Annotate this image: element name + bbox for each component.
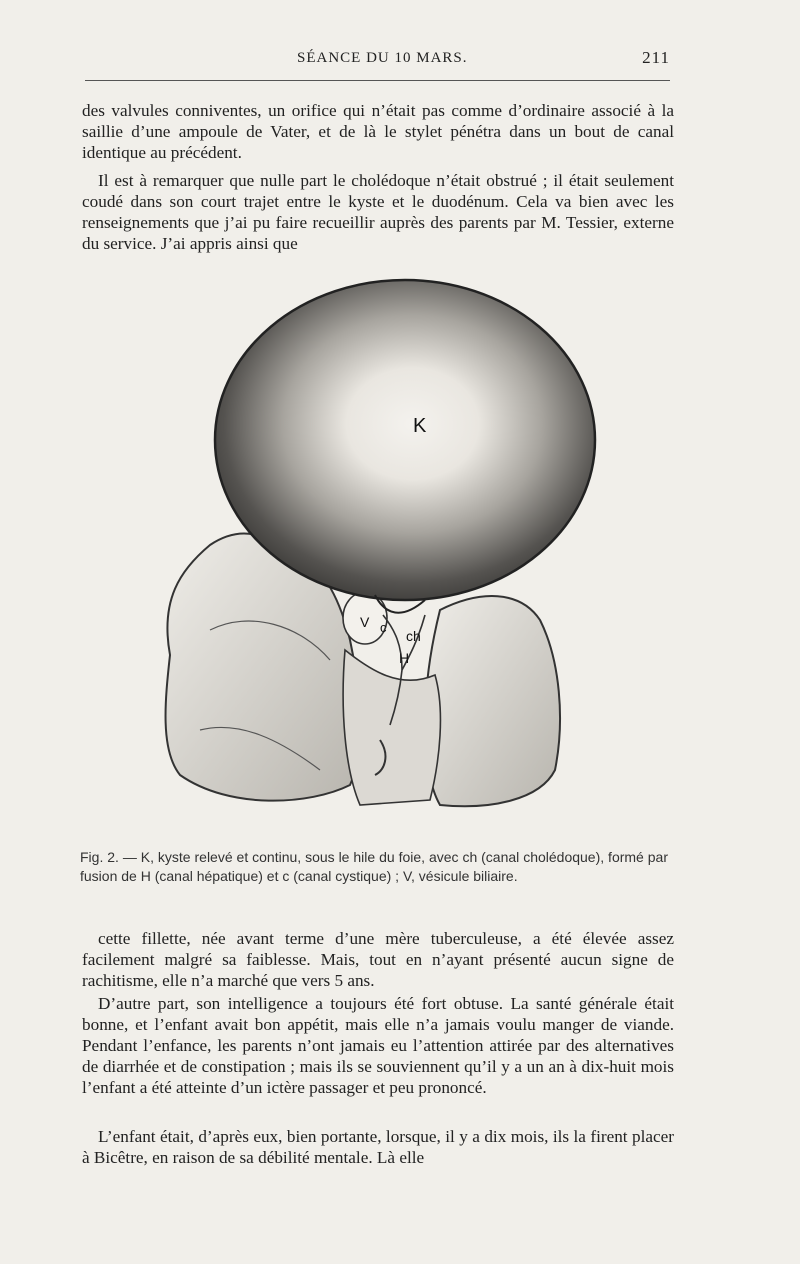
figure-label-c: c (380, 620, 387, 635)
cyst (215, 280, 595, 600)
paragraph-2: Il est à remarquer que nulle part le cholédoque n’était obstrué ; il était seulement coudé dans son court trajet entre le kyste et le duodénum. Cela va bien avec les renseignements que j’ai pu faire recueillir auprès des parents par M. Tessier, externe du service. J’ai appris ainsi que (82, 171, 674, 253)
paragraph-5: L’enfant était, d’après eux, bien portante, lorsque, il y a dix mois, ils la firent placer à Bicêtre, en raison de sa débilité mentale. Là elle (82, 1127, 674, 1167)
paragraph-1: des valvules conniventes, un orifice qui n’était pas comme d’ordinaire associé à la saillie d’une ampoule de Vater, et de là le stylet pénétra dans un bout de canal identique au précédent. (82, 101, 674, 162)
liver-right-lobe (425, 596, 560, 806)
running-header (82, 48, 674, 74)
figure-label-v: V (360, 614, 370, 630)
paragraph-4: D’autre part, son intelligence a toujours été fort obtuse. La santé générale était bonne, et l’enfant avait bon appétit, mais elle n’a jamais voulu manger de viande. Pendant l’enfance, les parents n’ont jamais eu l’attention attirée par des alternatives de diarrhée et de constipation ; mais ils se souviennent qu’il y a un an à dix-huit mois l’enfant a été atteinte d’un ictère passager et peu prononcé. (82, 994, 674, 1097)
figure-illustration (140, 270, 610, 830)
header-title: SÉANCE DU 10 MARS. (297, 50, 468, 66)
figure-label-h: H (399, 650, 410, 666)
paragraph-3: cette fillette, née avant terme d’une mère tuberculeuse, a été élevée assez facilement malgré sa faiblesse. Mais, tout en n’ayant présenté aucun signe de rachitisme, elle n’a marché que vers 5 ans. (82, 929, 674, 990)
page-number: 211 (642, 48, 670, 67)
header-rule (85, 80, 670, 81)
figure-caption: Fig. 2. — K, kyste relevé et continu, sous le hile du foie, avec ch (canal cholédoque), formé par fusion de H (canal hépatique) et c (canal cystique) ; V, vésicule biliaire. (80, 849, 668, 884)
figure-label-ch: ch (406, 628, 421, 644)
liver-center (343, 650, 440, 805)
figure-label-k: K (413, 415, 427, 437)
